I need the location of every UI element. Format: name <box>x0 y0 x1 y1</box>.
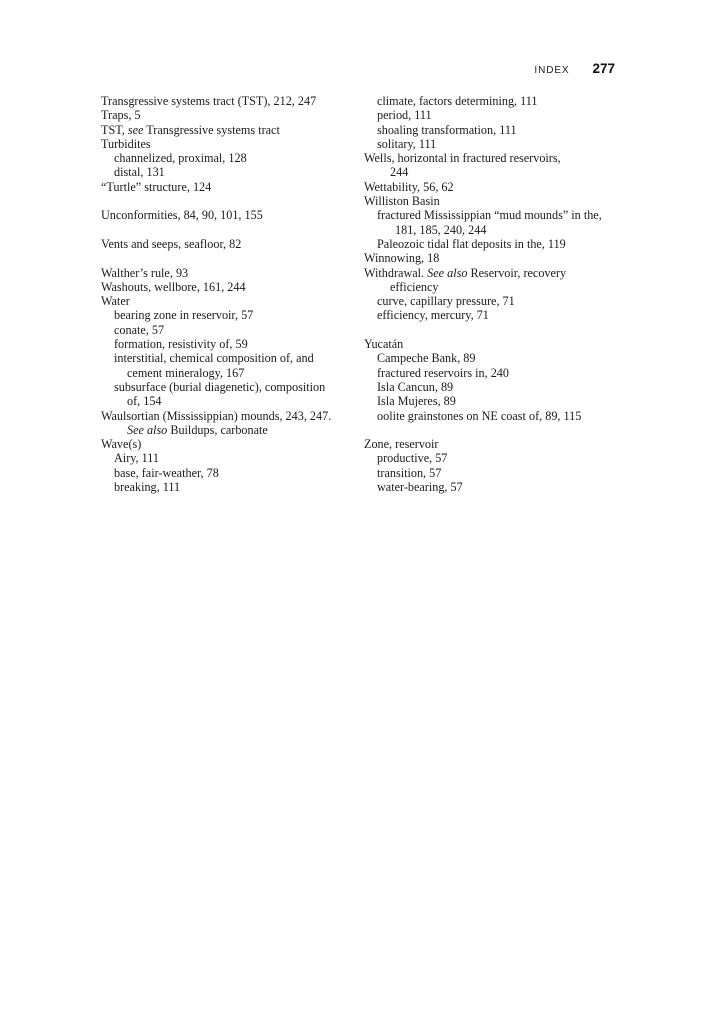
index-line <box>101 366 331 380</box>
index-line-text: Buildups, carbonate <box>167 422 268 437</box>
index-line <box>101 337 331 351</box>
index-line <box>364 137 602 151</box>
index-line <box>364 466 602 480</box>
index-line-text: Airy, 111 <box>114 451 160 466</box>
index-line-text: channelized, proximal, 128 <box>114 151 247 166</box>
index-line <box>364 194 602 208</box>
index-line <box>364 294 602 308</box>
index-line-text: 244 <box>390 165 409 180</box>
index-line-text: TST, <box>101 122 128 137</box>
index-line-text: Walther’s rule, 93 <box>101 265 189 280</box>
index-blank-line <box>364 423 602 437</box>
index-line-text: Withdrawal. <box>364 265 428 280</box>
page-number: 277 <box>592 61 615 76</box>
index-line <box>101 151 331 165</box>
index-line-text-italic: see <box>127 122 144 137</box>
index-line-text: productive, 57 <box>377 451 448 466</box>
index-line-text: 181, 185, 240, 244 <box>395 222 487 237</box>
index-line-text: fractured Mississippian “mud mounds” in the, <box>377 208 602 223</box>
index-line <box>101 480 331 494</box>
index-line-text: Transgressive systems tract <box>143 122 280 137</box>
index-line-text: distal, 131 <box>114 165 165 180</box>
index-line-text: transition, 57 <box>377 465 442 480</box>
index-line-text: Williston Basin <box>364 194 440 209</box>
index-column-left <box>101 94 331 494</box>
index-line <box>364 351 602 365</box>
index-line-text: efficiency <box>390 279 439 294</box>
index-line <box>364 165 602 179</box>
index-line <box>364 151 602 165</box>
index-line-text: bearing zone in reservoir, 57 <box>114 308 254 323</box>
index-line <box>364 380 602 394</box>
index-line <box>364 223 602 237</box>
index-line-text: Wells, horizontal in fractured reservoirs, <box>364 151 561 166</box>
index-line-text: conate, 57 <box>114 322 165 337</box>
index-line-text: efficiency, mercury, 71 <box>377 308 489 323</box>
index-line-text: Wave(s) <box>101 437 142 452</box>
page-header <box>0 61 615 76</box>
index-line-text: Unconformities, 84, 90, 101, 155 <box>101 208 263 223</box>
index-line <box>364 409 602 423</box>
index-line-text: Vents and seeps, seafloor, 82 <box>101 236 242 251</box>
index-line <box>101 451 331 465</box>
index-line-text: Waulsortian (Mississippian) mounds, 243, 247. <box>101 408 332 423</box>
index-line <box>364 366 602 380</box>
index-line <box>364 237 602 251</box>
index-line <box>364 208 602 222</box>
index-line <box>101 94 331 108</box>
index-line <box>364 266 602 280</box>
index-line-text: Isla Cancun, 89 <box>377 379 454 394</box>
index-line <box>101 266 331 280</box>
index-line-text: Washouts, wellbore, 161, 244 <box>101 279 246 294</box>
index-blank-line <box>101 251 331 265</box>
index-blank-line <box>101 223 331 237</box>
index-line <box>364 280 602 294</box>
index-line <box>364 123 602 137</box>
index-line-text: “Turtle” structure, 124 <box>101 179 212 194</box>
index-line <box>101 394 331 408</box>
index-line-text: Campeche Bank, 89 <box>377 351 476 366</box>
index-line-text: solitary, 111 <box>377 136 437 151</box>
index-line-text: cement mineralogy, 167 <box>127 365 245 380</box>
index-line <box>364 437 602 451</box>
index-line-text: Turbidites <box>101 136 151 151</box>
index-line <box>364 394 602 408</box>
index-line <box>101 423 331 437</box>
index-line <box>101 208 331 222</box>
index-line-text: Transgressive systems tract (TST), 212, 247 <box>101 94 317 108</box>
index-line-text: water-bearing, 57 <box>377 480 463 495</box>
index-line <box>101 323 331 337</box>
index-line-text: interstitial, chemical composition of, and <box>114 351 314 366</box>
index-line <box>101 308 331 322</box>
index-line <box>101 237 331 251</box>
index-line <box>101 294 331 308</box>
index-line-text: Paleozoic tidal flat deposits in the, 119 <box>377 236 566 251</box>
index-column-right <box>364 94 602 494</box>
index-line <box>364 480 602 494</box>
index-line-text: Reservoir, recovery <box>467 265 567 280</box>
index-line-text: shoaling transformation, 111 <box>377 122 517 137</box>
index-line-text: Traps, 5 <box>101 108 141 123</box>
index-line <box>101 351 331 365</box>
index-blank-line <box>101 194 331 208</box>
index-line <box>101 280 331 294</box>
index-line-text: Zone, reservoir <box>364 437 439 452</box>
index-line-text: Water <box>101 294 130 309</box>
index-line-text: oolite grainstones on NE coast of, 89, 115 <box>377 408 582 423</box>
index-line-text: of, 154 <box>127 394 162 409</box>
index-line-text: Yucatán <box>364 337 404 352</box>
index-line <box>101 123 331 137</box>
index-line <box>364 108 602 122</box>
index-line <box>101 165 331 179</box>
index-line <box>364 308 602 322</box>
index-line <box>364 251 602 265</box>
index-line <box>101 466 331 480</box>
running-head: INDEX <box>534 65 570 76</box>
index-line-text: breaking, 111 <box>114 480 181 495</box>
index-line-text: Winnowing, 18 <box>364 251 440 266</box>
index-line-text: subsurface (burial diagenetic), composition <box>114 379 326 394</box>
index-line <box>364 451 602 465</box>
index-line-text: Isla Mujeres, 89 <box>377 394 456 409</box>
index-line <box>364 180 602 194</box>
index-line-text: climate, factors determining, 111 <box>377 94 538 108</box>
index-line-text: period, 111 <box>377 108 432 123</box>
index-line-text-italic: See also <box>127 422 168 437</box>
index-line <box>101 108 331 122</box>
index-line <box>101 137 331 151</box>
index-line-text: base, fair-weather, 78 <box>114 465 219 480</box>
index-line-text: fractured reservoirs in, 240 <box>377 365 509 380</box>
index-line-text: Wettability, 56, 62 <box>364 179 454 194</box>
index-line <box>101 380 331 394</box>
index-blank-line <box>364 323 602 337</box>
index-line-text-italic: See also <box>427 265 468 280</box>
index-line <box>101 437 331 451</box>
index-line <box>101 409 331 423</box>
index-line <box>364 337 602 351</box>
index-line-text: curve, capillary pressure, 71 <box>377 294 515 309</box>
index-line <box>101 180 331 194</box>
index-line <box>364 94 602 108</box>
index-line-text: formation, resistivity of, 59 <box>114 337 248 352</box>
